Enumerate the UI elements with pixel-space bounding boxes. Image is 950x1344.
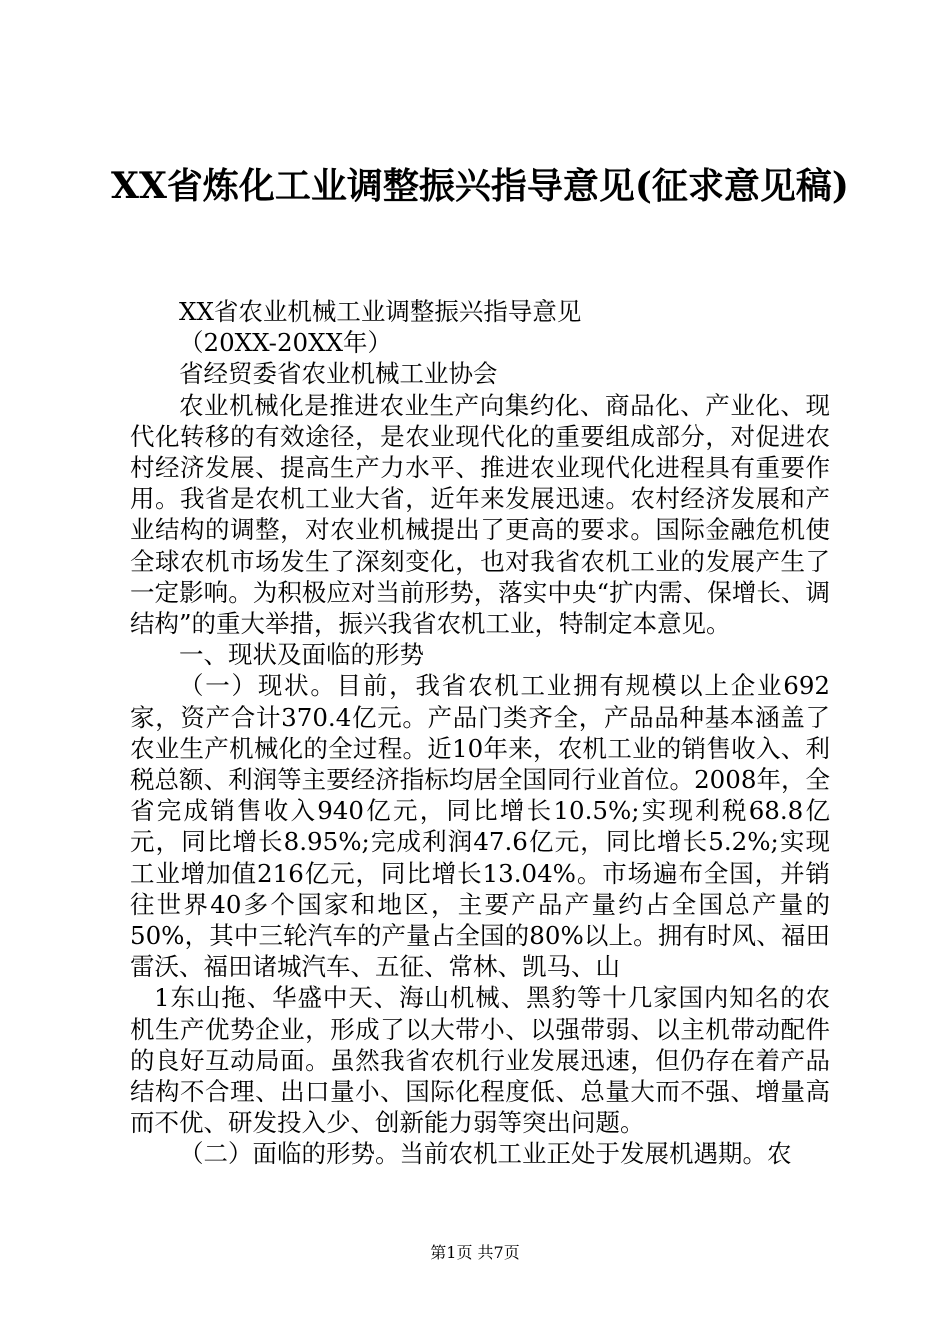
- paragraph-intro: 农业机械化是推进农业生产向集约化、商品化、产业化、现代化转移的有效途径，是农业现代化的重要组成部分，对促进农村经济发展、提高生产力水平、推进农业现代化进程具有重要作用。我省是农机工业大省，近年来发展迅速。农村经济发展和产业结构的调整，对农业机械提出了更高的要求。国际金融危机使全球农机市场发生了深刻变化，也对我省农机工业的发展产生了一定影响。为积极应对当前形势，落实中央“扩内需、保增长、调结构”的重大举措，振兴我省农机工业，特制定本意见。: [130, 390, 830, 639]
- document-years: （20XX-20XX年）: [179, 328, 393, 358]
- paragraph-status: （一）现状。目前，我省农机工业拥有规模以上企业692家，资产合计370.4亿元。产品门类齐全，产品品种基本涵盖了农业生产机械化的全过程。近10年来，农机工业的销售收入、利税总额、利润等主要经济指标均居全国同行业首位。2008年，全省完成销售收入940亿元，同比增长10.5%;实现利税68.8亿元，同比增长8.95%;完成利润47.6亿元，同比增长5.2%;实现工业增加值216亿元，同比增长13.04%。市场遍布全国，并销往世界40多个国家和地区，主要产品产量约占全国总产量的50%，其中三轮汽车的产量占全国的80%以上。拥有时风、福田雷沃、福田诸城汽车、五征、常林、凯马、山: [130, 671, 830, 982]
- paragraph-situation: （二）面临的形势。当前农机工业正处于发展机遇期。农: [179, 1139, 792, 1169]
- paragraph-enterprises: 1东山拖、华盛中天、海山机械、黑豹等十几家国内知名的农机生产优势企业，形成了以大带小、以强带弱、以主机带动配件的良好互动局面。虽然我省农机行业发展迅速，但仍存在着产品结构不合理、出口量小、国际化程度低、总量大而不强、增量高而不优、研发投入少、创新能力弱等突出问题。: [130, 983, 830, 1138]
- document-title: XX省炼化工业调整振兴指导意见(征求意见稿): [111, 165, 849, 207]
- document-subtitle: XX省农业机械工业调整振兴指导意见: [179, 297, 582, 326]
- document-issuer: 省经贸委省农业机械工业协会: [179, 359, 498, 389]
- section-heading: 一、现状及面临的形势: [179, 640, 424, 670]
- page-footer: 第1页 共7页: [430, 1243, 520, 1262]
- document-body: [130, 296, 830, 1170]
